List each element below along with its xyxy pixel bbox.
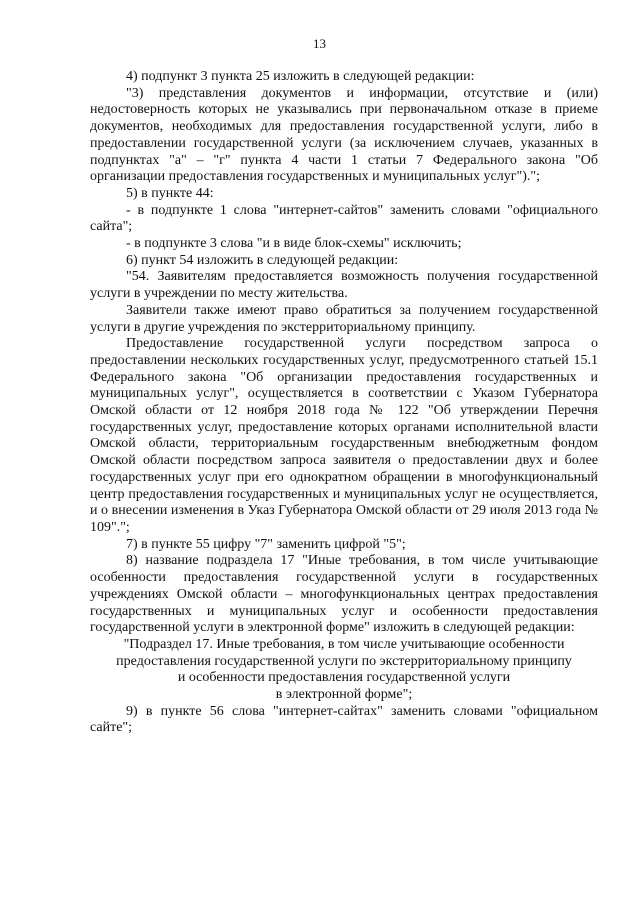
subsection-heading-line: в электронной форме";	[275, 687, 413, 703]
paragraph-multiple-services: Предоставление государственной услуги посредством запроса о предоставлении нескольких государственных услуг, предусмотренного статьей 15.1 Федерального закона "Об организации предоставления государственных и муниципальных услуг", осуществляется в соответствии с Указом Губернатора Омской области от 12 ноября 2018 года № 122 "Об утверждении Перечня государственных услуг, предоставление которых органами исполнительной власти Омской области, территориальным государственным внебюджетным фондом Омской области посредством запроса заявителя о предоставлении двух и более государственных услуг при его однократном обращении в многофункциональный центр предоставления государственных и муниципальных услуг не осуществляется, и о внесении изменения в Указ Губернатора Омской области от 29 июля 2013 года № 109".";	[90, 336, 598, 535]
paragraph-applicants: Заявители также имеют право обратиться за получением государственной услуги в другие учреждения по экстерриториальному принципу.	[90, 302, 598, 335]
subsection-heading-line: "Подраздел 17. Иные требования, в том числе учитывающие особенности	[123, 636, 565, 652]
document-body	[90, 69, 598, 737]
paragraph-item-7: 7) в пункте 55 цифру "7" заменить цифрой "5";	[126, 536, 406, 552]
subsection-heading-line: и особенности предоставления государственной услуги	[177, 670, 511, 686]
paragraph-point-54: "54. Заявителям предоставляется возможность получения государственной услуги в учреждении по месту жительства.	[90, 269, 598, 302]
paragraph-item-5-sub-1: - в подпункте 1 слова "интернет-сайтов" заменить словами "официального сайта";	[90, 202, 598, 235]
paragraph-subitem-3-text: "3) представления документов и информации, отсутствие и (или) недостоверность которых не указывались при первоначальном отказе в приеме документов, необходимых для предоставления государственной услуги, либо в предоставлении государственной услуги (за исключением случаев, указанных в подпунктах "а" – "г" пункта 4 части 1 статьи 7 Федерального закона "Об организации предоставления государственных и муниципальных услуг").";	[90, 85, 598, 185]
page-number: 13	[313, 36, 326, 51]
paragraph-item-5: 5) в пункте 44:	[126, 185, 214, 201]
paragraph-item-8: 8) название подраздела 17 "Иные требования, в том числе учитывающие особенности предоставления государственной услуги в государственных учреждениях Омской области – многофункциональных центрах предоставления государственных и муниципальных услуг и особенности предоставления государственной услуги в электронной форме" изложить в следующей редакции:	[90, 553, 598, 636]
paragraph-item-9: 9) в пункте 56 слова "интернет-сайтах" заменить словами "официальном сайте";	[90, 703, 598, 736]
subsection-heading	[90, 637, 598, 704]
paragraph-item-6: 6) пункт 54 изложить в следующей редакции:	[126, 252, 399, 268]
paragraph-item-4: 4) подпункт 3 пункта 25 изложить в следующей редакции:	[126, 69, 475, 84]
paragraph-item-5-sub-3: - в подпункте 3 слова "и в виде блок-схемы" исключить;	[126, 236, 462, 252]
subsection-heading-line: предоставления государственной услуги по экстерриториальному принципу	[116, 653, 572, 669]
